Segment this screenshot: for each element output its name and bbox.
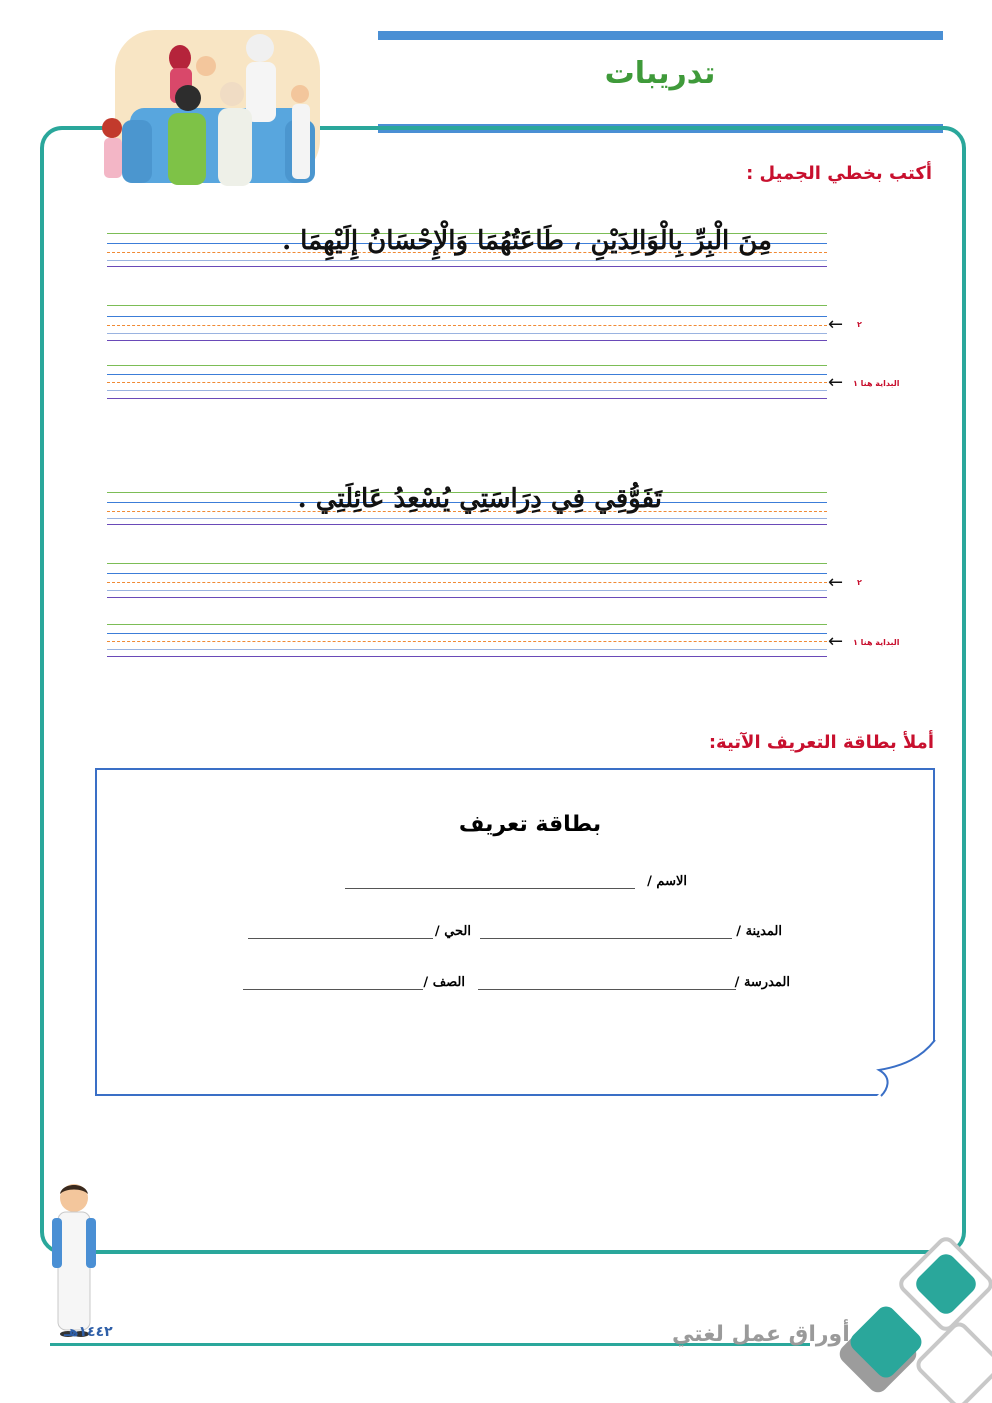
guide-line (107, 518, 827, 519)
city-label: المدينة / (736, 924, 782, 939)
guide-line (107, 325, 827, 326)
family-illustration (100, 28, 325, 198)
guide-line (107, 590, 827, 591)
arrow-icon: ← (828, 314, 844, 335)
city-field[interactable] (480, 938, 732, 939)
id-card-title: بطاقة تعريف (458, 812, 602, 837)
guide-line (107, 624, 827, 625)
diamond-shape (912, 1318, 992, 1403)
guide-line (107, 649, 827, 650)
row-marker-2: ٢ (857, 578, 862, 587)
guide-line (107, 582, 827, 583)
row-marker-2: ٢ (857, 320, 862, 329)
name-field[interactable] (345, 888, 635, 889)
district-field[interactable] (248, 938, 433, 939)
guide-line (107, 260, 827, 261)
school-label: المدرسة / (734, 975, 790, 990)
guide-line (107, 398, 827, 399)
page-title: تدريبات (604, 56, 716, 91)
guide-line (107, 340, 827, 341)
guide-line (107, 333, 827, 334)
guide-line (107, 524, 827, 525)
grade-field[interactable] (243, 989, 423, 990)
page-curl (873, 1038, 937, 1098)
footer-title: أوراق عمل لغتي (672, 1322, 850, 1347)
guide-line (107, 597, 827, 598)
guide-line (107, 656, 827, 657)
guide-line (107, 266, 827, 267)
guide-line (107, 633, 827, 634)
footer-decoration (818, 1230, 992, 1403)
footer-year: ١٤٤٢هـ (64, 1324, 113, 1340)
district-label: الحي / (434, 924, 471, 939)
grade-label: الصف / (423, 975, 465, 990)
arrow-icon: ← (828, 572, 844, 593)
guide-line (107, 305, 827, 306)
model-sentence-1: مِنَ الْبِرِّ بِالْوَالِدَيْنِ ، طَاعَتُهُمَا وَالْإِحْسَانُ إِلَيْهِمَا . (282, 226, 772, 256)
arrow-icon: ← (828, 631, 844, 652)
guide-line (107, 374, 827, 375)
boy-illustration (48, 1178, 100, 1338)
guide-line (107, 641, 827, 642)
row-marker-1: البداية هنا ١ (853, 638, 900, 647)
name-label: الاسم / (647, 874, 687, 889)
guide-line (107, 563, 827, 564)
model-sentence-2: تَفَوُّقِي فِي دِرَاسَتِي يُسْعِدُ عَائِلَتِي . (297, 484, 662, 514)
top-bar (378, 31, 943, 40)
row-marker-1: البداية هنا ١ (853, 379, 900, 388)
handwriting-heading: أكتب بخطي الجميل : (746, 163, 932, 184)
id-card-heading: أملأ بطاقة التعريف الآتية: (708, 732, 934, 753)
guide-line (107, 390, 827, 391)
arrow-icon: ← (828, 372, 844, 393)
school-field[interactable] (478, 989, 736, 990)
guide-line (107, 573, 827, 574)
guide-line (107, 382, 827, 383)
guide-line (107, 365, 827, 366)
guide-line (107, 316, 827, 317)
